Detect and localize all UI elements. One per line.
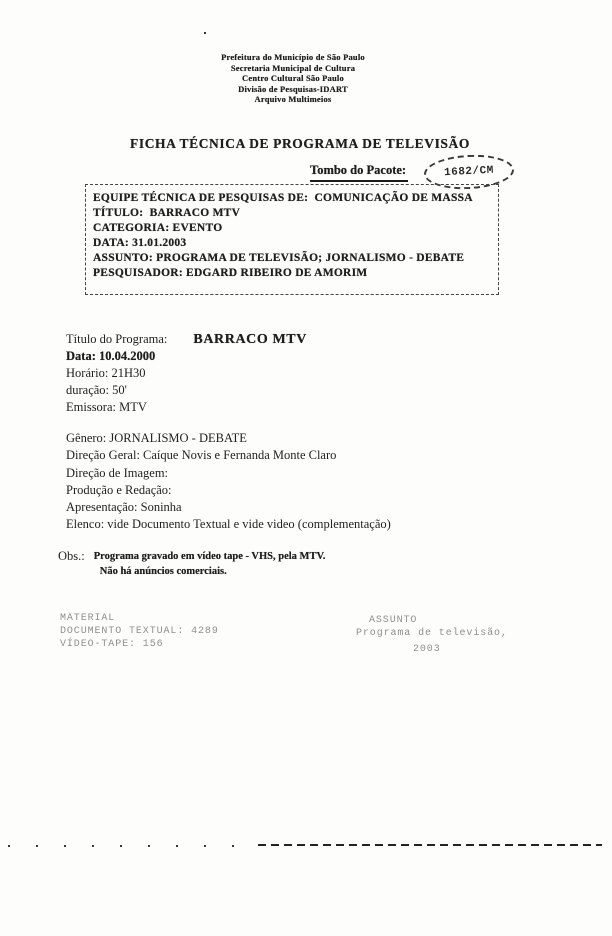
letterhead-line: Secretaria Municipal de Cultura [230,62,356,73]
research-box-line: PESQUISADOR: EDGARD RIBEIRO DE AMORIM [93,266,368,279]
credits-line: Direção de Imagem: [66,465,169,480]
letterhead-line: Arquivo Multimeios [254,94,332,105]
program-info-line: duração: 50' [66,383,127,397]
material-line: DOCUMENTO TEXTUAL: 4289 [60,626,219,637]
program-title-value: BARRACO MTV [193,332,307,347]
obs-label: Obs.: [58,549,85,563]
archive-material-block [60,612,219,651]
bottom-scan-dash-line [258,844,602,846]
material-line: VÍDEO-TAPE: 156 [60,639,164,650]
credits-line: Gênero: JORNALISMO - DEBATE [66,431,247,445]
scan-speck [204,32,206,34]
research-info-box [85,184,499,295]
program-title-row [66,332,307,348]
observations-section [58,549,325,579]
obs-line: Não há anúncios comerciais. [99,566,227,577]
research-box-line: DATA: 31.01.2003 [93,236,187,249]
obs-line: Programa gravado em vídeo tape - VHS, pela MTV. [93,551,326,562]
program-info-line: Horário: 21H30 [66,366,146,380]
research-box-line: CATEGORIA: EVENTO [93,221,223,234]
letterhead [180,52,406,105]
program-info-line: Data: 10.04.2000 [66,349,156,363]
credits-section [66,430,391,534]
research-box-line: ASSUNTO: PROGRAMA DE TELEVISÃO; JORNALISMO - DEBATE [93,251,465,264]
credits-line: Produção e Redação: [66,482,172,497]
letterhead-line: Divisão de Pesquisas-IDART [238,83,348,94]
letterhead-line: Prefeitura do Município de São Paulo [221,52,365,62]
tombo-stamp-oval: 1682/CM [423,153,515,192]
obs-lines [94,549,326,579]
assunto-header: ASSUNTO [369,615,418,626]
program-info-section [66,332,307,416]
document-title: FICHA TÉCNICA DE PROGRAMA DE TELEVISÃO [130,136,470,151]
letterhead-line: Centro Cultural São Paulo [242,73,344,84]
program-title-label: Título do Programa: [66,332,168,346]
research-box-line: EQUIPE TÉCNICA DE PESQUISAS DE: COMUNICAÇÃO DE MASSA [93,192,473,204]
tombo-do-pacote-label: Tombo do Pacote: [310,163,408,182]
credits-line: Apresentação: Soninha [66,500,182,515]
archive-assunto-block [356,614,508,656]
assunto-year: 2003 [413,644,441,655]
assunto-line: Programa de televisão, [356,628,508,639]
program-info-line: Emissora: MTV [66,400,147,414]
material-header: MATERIAL [60,613,116,624]
research-box-line: TÍTULO: BARRACO MTV [93,206,241,219]
bottom-scan-dash-line [8,845,258,847]
credits-line: Elenco: vide Documento Textual e vide video (complementação) [66,517,391,532]
credits-line: Direção Geral: Caíque Novis e Fernanda Monte Claro [66,448,337,463]
